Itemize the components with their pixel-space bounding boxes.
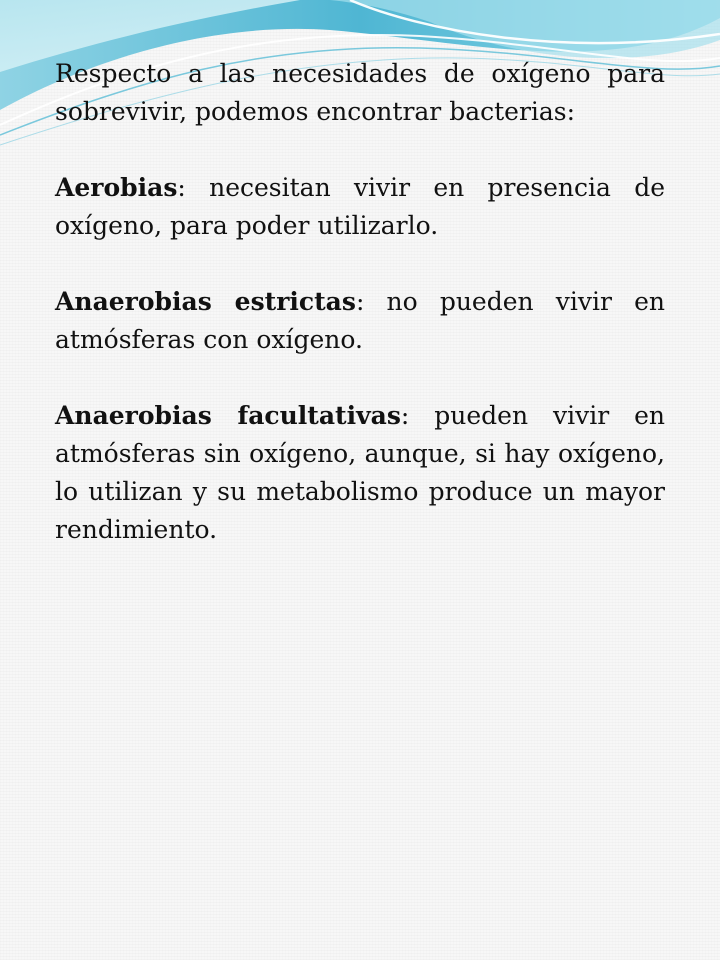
anaerobias-facultativas-description: : pueden vivir en atmósferas sin oxígeno, aunque, si hay oxígeno, lo utilizan y su metabolismo produce un mayor rendimiento. xyxy=(55,401,665,544)
slide-body xyxy=(55,55,665,587)
intro-paragraph: Respecto a las necesidades de oxígeno para sobrevivir, podemos encontrar bacterias: xyxy=(55,59,665,126)
anaerobias-estrictas-description: : no pueden vivir en atmósferas con oxígeno. xyxy=(55,287,666,354)
aerobias-description: : necesitan vivir en presencia de oxígeno, para poder utilizarlo. xyxy=(55,173,665,240)
anaerobias-facultativas-term: Anaerobias facultativas xyxy=(55,401,401,430)
anaerobias-facultativas-paragraph xyxy=(55,397,665,549)
anaerobias-estrictas-term: Anaerobias estrictas xyxy=(55,287,356,316)
anaerobias-estrictas-paragraph xyxy=(55,283,665,359)
aerobias-paragraph xyxy=(55,169,665,245)
aerobias-term: Aerobias xyxy=(55,173,178,202)
